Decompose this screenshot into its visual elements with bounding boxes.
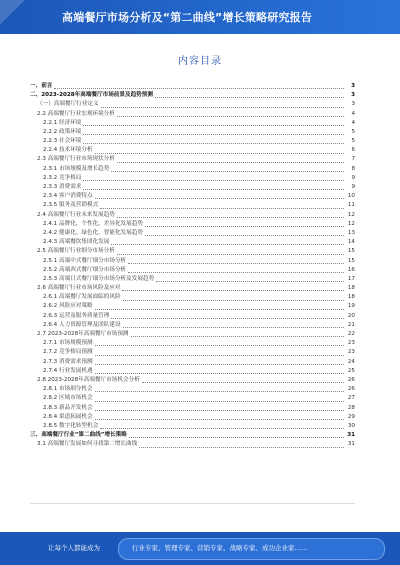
toc-entry-page: 9 [351, 174, 355, 181]
toc-entry-page: 18 [347, 285, 355, 292]
toc-leader-dots [156, 281, 344, 282]
toc-entry[interactable] [30, 312, 355, 321]
toc-entry-label: 2.3.1 市场规模及增长趋势 [43, 165, 110, 172]
toc-entry-page: 13 [347, 229, 355, 236]
toc-entry-label: 一、前言 [30, 82, 53, 89]
toc-entry-label: 2.5.3 高端日式餐厅细分市场分析及发展趋势 [43, 275, 155, 282]
toc-entry-page: 11 [347, 202, 355, 209]
toc-entry[interactable] [30, 211, 355, 220]
toc-entry[interactable] [30, 358, 355, 367]
toc-leader-dots [111, 244, 344, 245]
toc-entry[interactable] [30, 165, 355, 174]
toc-entry-label: 2.7.1 市场规模预测 [43, 340, 93, 347]
toc-entry[interactable] [30, 238, 355, 247]
toc-entry-label: 2.3.4 客户消费特点 [43, 193, 93, 200]
toc-entry[interactable] [30, 91, 355, 100]
toc-entry[interactable] [30, 156, 355, 165]
toc-entry-label: 2.7.4 行业发展机遇 [43, 367, 93, 374]
toc-entry-page: 24 [347, 358, 355, 365]
toc-entry-page: 14 [347, 239, 355, 246]
toc-entry-page: 29 [347, 413, 355, 420]
toc-entry-label: （一）高端餐厅行业定义 [37, 101, 99, 108]
toc-entry-label: 2.6.2 风险应对策略 [43, 303, 93, 310]
toc-leader-dots [145, 226, 344, 227]
toc-leader-dots [142, 382, 344, 383]
footer-banner [0, 532, 400, 565]
toc-entry-label: 2.5.2 高端西式餐厅细分市场分析 [43, 266, 127, 273]
toc-entry-label: 2.6.1 高端餐厅发展面临的风险 [43, 294, 121, 301]
toc-entry[interactable] [30, 321, 355, 330]
toc-entry-label: 2.4.3 高端餐饮集团化发展 [43, 239, 110, 246]
toc-entry[interactable] [30, 385, 355, 394]
toc-leader-dots [95, 373, 344, 374]
toc-entry[interactable] [30, 330, 355, 339]
toc-leader-dots [95, 419, 344, 420]
toc-leader-dots [100, 428, 344, 429]
toc-entry[interactable] [30, 422, 355, 431]
toc-entry[interactable] [30, 257, 355, 266]
toc-entry[interactable] [30, 348, 355, 357]
toc-entry-label: 2.3 高端餐厅行业市场现状分析 [37, 156, 115, 163]
toc-entry-page: 15 [347, 257, 355, 264]
toc-entry-label: 2.3.5 服务及营销模式 [43, 202, 99, 209]
toc-heading: 内容目录 [178, 56, 222, 67]
toc-leader-dots [95, 355, 344, 356]
toc-entry-label: 2.2.1 经济环境 [43, 119, 82, 126]
toc-entry[interactable] [30, 220, 355, 229]
toc-entry-page: 7 [351, 156, 355, 163]
toc-entry[interactable] [30, 431, 355, 440]
toc-entry-page: 20 [347, 312, 355, 319]
toc-entry-page: 8 [351, 165, 355, 172]
table-of-contents [30, 82, 355, 450]
toc-entry-label: 2.3.3 消费需求 [43, 184, 82, 191]
toc-entry[interactable] [30, 413, 355, 422]
toc-entry[interactable] [30, 404, 355, 413]
header-accent-shape [0, 0, 48, 34]
footer-slogan-right: 行业专家、管理专家、营销专家、战略专家、成功企业家…… [132, 544, 308, 552]
toc-entry-label: 2.6.4 人力资源管理及团队建设 [43, 321, 121, 328]
toc-entry[interactable] [30, 284, 355, 293]
toc-entry-page: 6 [351, 147, 355, 154]
toc-entry-page: 25 [347, 367, 355, 374]
toc-entry-label: 2.8.1 市场细分机会 [43, 386, 93, 393]
toc-entry-label: 2.6.3 运营及服务质量管理 [43, 312, 110, 319]
toc-leader-dots [117, 217, 344, 218]
toc-entry[interactable] [30, 367, 355, 376]
report-header-banner [0, 0, 400, 34]
toc-entry[interactable] [30, 440, 355, 449]
toc-entry-page: 27 [347, 395, 355, 402]
toc-entry-label: 2.2 高端餐厅行业宏观环境分析 [37, 110, 115, 117]
toc-entry-label: 2.8 2023-2028年高端餐厅市场机会分析 [37, 376, 140, 383]
toc-entry-page: 12 [347, 211, 355, 218]
toc-entry-page: 28 [347, 404, 355, 411]
toc-entry[interactable] [30, 183, 355, 192]
toc-entry-page: 5 [351, 128, 355, 135]
toc-leader-dots [129, 437, 344, 438]
toc-leader-dots [155, 97, 344, 98]
toc-entry-page: 15 [347, 248, 355, 255]
toc-entry-label: 3.1 高端餐厅发展如何寻找第二增长曲线 [37, 441, 138, 448]
toc-entry[interactable] [30, 303, 355, 312]
toc-leader-dots [83, 134, 344, 135]
toc-entry[interactable] [30, 192, 355, 201]
toc-entry-label: 二、2023-2028年高端餐厅市场前景及趋势预测 [30, 92, 153, 99]
toc-entry-page: 17 [347, 275, 355, 282]
toc-entry-label: 2.8.3 新品开发机会 [43, 404, 93, 411]
toc-entry[interactable] [30, 201, 355, 210]
toc-entry-page: 19 [347, 303, 355, 310]
toc-entry-page: 3 [351, 92, 355, 99]
toc-leader-dots [117, 254, 344, 255]
toc-entry-label: 2.4 高端餐厅行业未来发展趋势 [37, 211, 115, 218]
toc-entry-label: 2.5 高端餐厅行业细分市场分析 [37, 248, 115, 255]
toc-entry-page: 9 [351, 184, 355, 191]
toc-entry[interactable] [30, 376, 355, 385]
toc-entry-label: 2.2.3 社会环境 [43, 138, 82, 145]
toc-entry-page: 18 [347, 294, 355, 301]
toc-leader-dots [95, 309, 344, 310]
toc-leader-dots [95, 153, 344, 154]
toc-entry-label: 2.8.4 渠道拓展机会 [43, 413, 93, 420]
toc-entry-label: 2.6 高端餐厅行业市场风险及应对 [37, 285, 121, 292]
toc-leader-dots [83, 180, 344, 181]
toc-entry-label: 2.7.3 消费需求预测 [43, 358, 93, 365]
footer-slogan-left: 让每个人都能成为 [48, 544, 100, 552]
toc-entry[interactable] [30, 339, 355, 348]
toc-entry-page: 22 [347, 331, 355, 338]
toc-leader-dots [95, 391, 344, 392]
toc-leader-dots [131, 336, 344, 337]
toc-entry-page: 26 [347, 386, 355, 393]
toc-leader-dots [111, 171, 344, 172]
toc-leader-dots [95, 401, 344, 402]
toc-entry[interactable] [30, 229, 355, 238]
toc-entry[interactable] [30, 100, 355, 109]
toc-entry-label: 2.5.1 高端中式餐厅细分市场分析 [43, 257, 127, 264]
toc-entry-label: 2.8.2 区域市场机会 [43, 395, 93, 402]
toc-leader-dots [117, 116, 344, 117]
toc-leader-dots [139, 447, 344, 448]
toc-entry[interactable] [30, 174, 355, 183]
toc-entry[interactable] [30, 82, 355, 91]
toc-leader-dots [83, 189, 344, 190]
toc-entry-page: 31 [347, 432, 355, 439]
toc-leader-dots [95, 410, 344, 411]
toc-entry-label: 2.3.2 竞争格局 [43, 174, 82, 181]
toc-entry-label: 2.4.2 健康化、绿色化、智能化发展趋势 [43, 229, 143, 236]
toc-leader-dots [54, 88, 344, 89]
toc-leader-dots [83, 143, 344, 144]
toc-leader-dots [128, 272, 344, 273]
report-title: 高端餐厅市场分析及“第二曲线”增长策略研究报告 [62, 11, 313, 24]
toc-entry-page: 4 [351, 110, 355, 117]
toc-entry-label: 2.2.4 技术环境分析 [43, 147, 93, 154]
toc-entry-page: 21 [347, 321, 355, 328]
toc-entry-page: 26 [347, 376, 355, 383]
toc-entry-page: 5 [351, 138, 355, 145]
toc-entry-label: 2.7.2 竞争格局预测 [43, 349, 93, 356]
toc-entry[interactable] [30, 110, 355, 119]
toc-entry[interactable] [30, 128, 355, 137]
toc-entry[interactable] [30, 275, 355, 284]
toc-entry[interactable] [30, 137, 355, 146]
bottom-divider [30, 503, 355, 504]
toc-leader-dots [117, 162, 344, 163]
toc-leader-dots [123, 327, 344, 328]
toc-leader-dots [145, 235, 344, 236]
toc-entry[interactable] [30, 146, 355, 155]
toc-entry[interactable] [30, 293, 355, 302]
toc-leader-dots [83, 125, 344, 126]
toc-entry-page: 16 [347, 266, 355, 273]
toc-entry[interactable] [30, 247, 355, 256]
toc-leader-dots [128, 263, 344, 264]
toc-entry-page: 23 [347, 340, 355, 347]
toc-entry-page: 4 [351, 119, 355, 126]
toc-entry-label: 2.8.5 数字化转型机会 [43, 422, 99, 429]
toc-entry-label: 2.4.1 品牌化、个性化、差异化发展趋势 [43, 220, 143, 227]
toc-entry-page: 12 [347, 220, 355, 227]
toc-entry-label: 2.7 2023-2028年高端餐厅市场预测 [37, 331, 129, 338]
toc-entry[interactable] [30, 119, 355, 128]
toc-leader-dots [95, 345, 344, 346]
toc-entry-page: 3 [351, 101, 355, 108]
toc-leader-dots [122, 290, 344, 291]
toc-entry[interactable] [30, 266, 355, 275]
toc-leader-dots [101, 107, 344, 108]
toc-entry-page: 23 [347, 349, 355, 356]
toc-entry-label: 三、高端餐厅行业“第二曲线”增长策略 [30, 432, 127, 439]
toc-entry[interactable] [30, 394, 355, 403]
toc-leader-dots [123, 300, 344, 301]
toc-leader-dots [100, 208, 344, 209]
toc-entry-page: 10 [347, 193, 355, 200]
toc-leader-dots [95, 364, 344, 365]
toc-entry-page: 3 [351, 82, 355, 89]
toc-leader-dots [111, 318, 344, 319]
toc-entry-page: 30 [347, 422, 355, 429]
toc-entry-label: 2.2.2 政策环境 [43, 128, 82, 135]
toc-leader-dots [95, 198, 344, 199]
toc-entry-page: 31 [347, 441, 355, 448]
